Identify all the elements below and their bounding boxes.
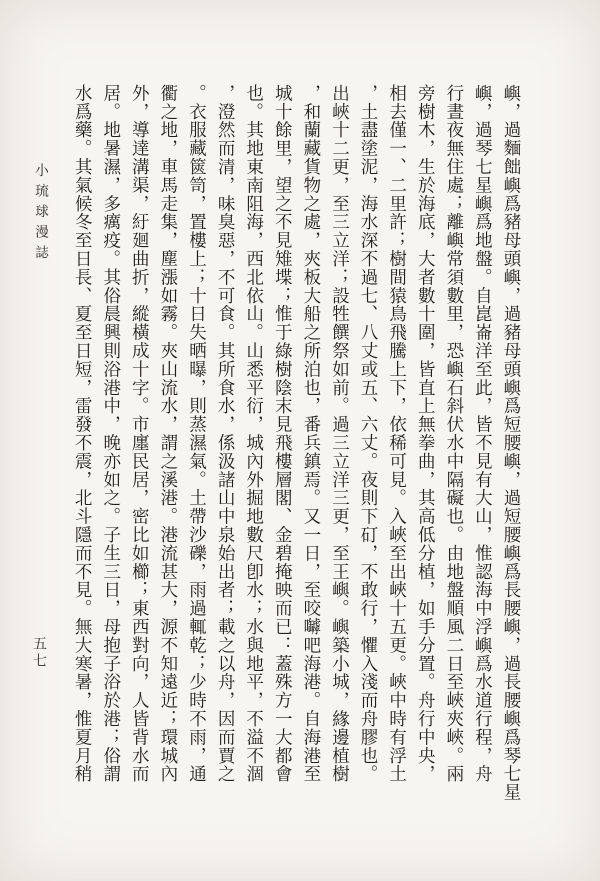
- text-column-3: 行晝夜無住處；離嶼常須數里，恐嶼石斜伏水中隔礙也。由地盤順風二日至峽夾峽。兩: [444, 84, 465, 784]
- text-column-8: ，和蘭藏貨物之處，夾板大船之所泊也，番兵鎮焉。又一日，至咬嚹吧海港。自海港至: [301, 84, 322, 784]
- text-column-15: 居。地暑濕，多癘疫。其俗晨興則浴港中，晚亦如之。子生三日，母抱子浴於港；俗謂: [101, 84, 122, 784]
- text-column-10: 也。其地東南阻海，西北依山。山悉平衍，城內外掘地數尺卽水；水與地平，不溢不涸: [244, 84, 265, 784]
- text-column-7: 出峽十二更，至三立洋；設牲饌祭如前。過三立洋三更，至王嶼。嶼築小城，緣邊植樹: [330, 84, 351, 784]
- text-column-11: ，澄然而清，味臭惡，不可食。其所食水，係汲諸山中泉始出者；載之以舟，因而賈之: [216, 84, 237, 784]
- text-column-16: 水爲藥。其氣候冬至日長、夏至日短，雷發不震，北斗隱而不見。無大寒暑，惟夏月稍: [73, 84, 94, 784]
- book-title-margin: 小琉球漫誌: [33, 163, 48, 266]
- main-text-block: [69, 84, 527, 812]
- text-column-9: 城十餘里，望之不見雉堞；惟于綠樹陰末見飛樓層閣、金碧掩映而已：蓋殊方一大都會: [273, 84, 294, 784]
- page-number: 五七: [31, 636, 46, 670]
- text-column-14: 外，導達溝渠，紆廻曲折，縱橫成十字。市廛民居，密比如櫛；東西對向，人皆背水而: [130, 84, 151, 784]
- text-column-4: 旁樹木，生於海底，大者數十圍，皆直上無拳曲，其高低分植，如手分置。舟行中央，: [416, 84, 437, 784]
- text-column-12: 。衣服藏篋笥，置樓上；十日失晒曝，則蒸濕氣。土帶沙礫，雨過輒乾；少時不雨，通: [187, 84, 208, 784]
- text-column-1: 嶼，過麵飿嶼爲豬母頭嶼，過豬母頭嶼爲短腰嶼，過短腰嶼爲長腰嶼，過長腰嶼爲琴七星: [502, 84, 522, 802]
- text-column-6: ，土盡塗泥，海水深不過七、八丈或五、六丈。夜則下矴，不敢行，懼入淺而舟膠也。: [359, 84, 380, 784]
- text-column-5: 相去僅一、二里許；樹間猿鳥飛騰上下，依稀可見。入峽至出峽十五更。峽中時有浮土: [387, 84, 408, 784]
- text-column-13: 衢之地，車馬走集，塵漲如霧。夾山流水，謂之溪港。港流甚大，源不知遠近；環城內: [158, 84, 179, 784]
- text-column-2: 嶼，過琴七星嶼爲地盤。自崑崙洋至此，皆不見有大山，惟認海中浮嶼爲水道行程，舟: [473, 84, 494, 784]
